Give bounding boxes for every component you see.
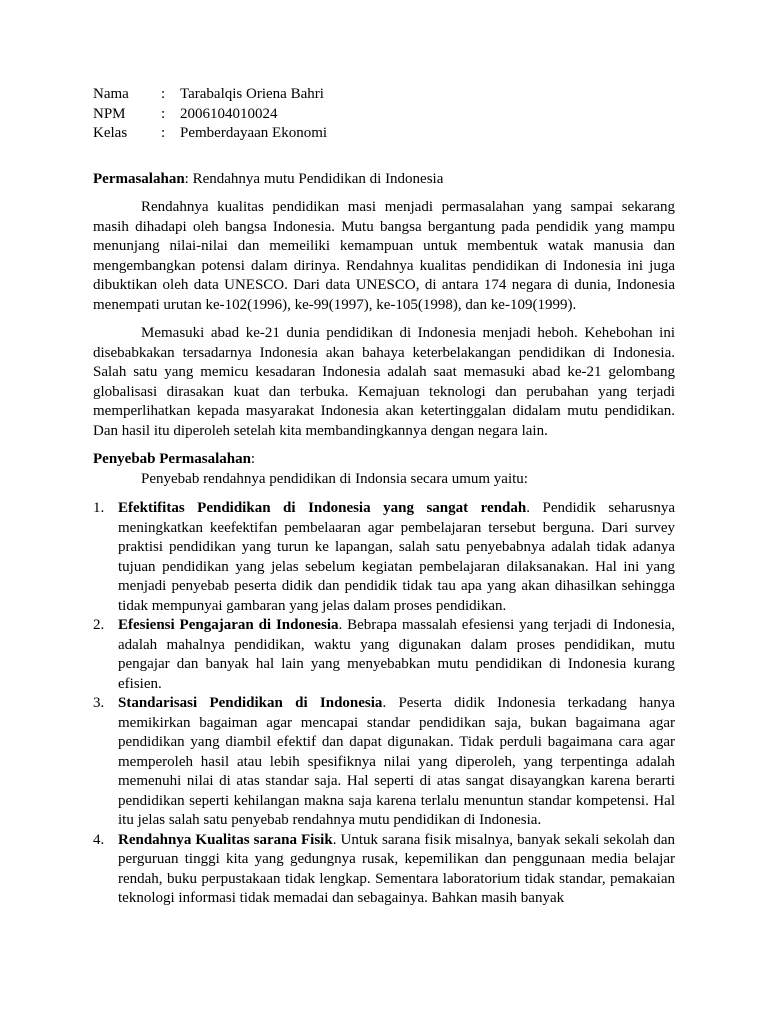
list-item-number: 4.	[93, 831, 105, 848]
npm-label: NPM	[93, 105, 126, 122]
list-item-number: 2.	[93, 617, 105, 633]
list-item-number: 3.	[93, 695, 105, 711]
causes-list	[93, 499, 675, 909]
list-item-body: . Untuk sarana fisik misalnya, banyak sekali sekolah dan perguruan tinggi kita yang gedungnya rusak, kepemilikan dan penggunaan media belajar rendah, buku perpustakaan tidak lengkap. Sementara laboratorium tidak standar, pemakaian teknologi informasi tidak memadai dan sebagainya. Bahkan masih banyak	[118, 831, 675, 906]
list-item-heading: Efektifitas Pendidikan di Indonesia yang sangat rendah	[118, 500, 527, 516]
list-item-text	[118, 616, 675, 694]
class-value: Pemberdayaan Ekonomi	[180, 125, 328, 141]
name-label: Nama	[93, 86, 129, 102]
causes-intro: Penyebab rendahnya pendidikan di Indonsia secara umum yaitu:	[141, 470, 528, 487]
class-colon: :	[161, 125, 166, 141]
list-item-body: . Peserta didik Indonesia terkadang hanya memikirkan bagaiman agar mencapai standar pendidikan saja, bukan bagaimana agar pendidikan yang diambil efektif dan dapat digunakan. Tidak perduli bagaimana cara agar memperoleh hasil atau lebih spesifiknya nilai yang diperoleh, yang terpentinga adalah memenuhi nilai di atas standar saja. Hal seperti di atas sangat disayangkan karena berarti pendidikan seperti kehilangan makna saja karena terlalu menuntun standar kompetensi. Hal itu jelas salah satu penyebab rendahnya mutu pendidikan di Indonesia.	[118, 695, 676, 828]
list-item-heading: Rendahnya Kualitas sarana Fisik	[118, 831, 333, 848]
list-item-body: . Bebrapa massalah efesiensi yang terjadi di Indonesia, adalah mahalnya pendidikan, waktu yang digunakan dalam proses pendidikan, mutu pengajar dan banyak hal lain yang menyebabkan mutu pendidikan di Indonesia kurang efisien.	[118, 617, 675, 692]
student-class-row	[93, 124, 675, 144]
name-value: Tarabalqis Oriena Bahri	[180, 86, 324, 102]
causes-title-suffix: :	[250, 451, 256, 467]
list-item-heading: Efesiensi Pengajaran di Indonesia	[118, 617, 339, 633]
problem-statement	[93, 170, 675, 190]
npm-colon: :	[161, 105, 166, 122]
causes-title: Penyebab Permasalahan	[93, 451, 251, 467]
list-item	[93, 694, 675, 831]
student-name-row	[93, 85, 675, 105]
npm-value: 2006104010024	[180, 105, 278, 122]
student-info	[93, 85, 675, 144]
class-label: Kelas	[93, 125, 128, 141]
list-item-text	[118, 694, 675, 831]
list-item-number: 1.	[93, 500, 105, 516]
causes-heading	[93, 450, 675, 470]
list-item-text	[118, 831, 675, 909]
list-item-text	[118, 499, 675, 616]
list-item-heading: Standarisasi Pendidikan di Indonesia	[118, 695, 383, 711]
list-item	[93, 499, 675, 616]
document-content	[93, 85, 675, 909]
list-item	[93, 616, 675, 694]
problem-text: : Rendahnya mutu Pendidikan di Indonesia	[184, 170, 444, 187]
paragraph-1: Rendahnya kualitas pendidikan masi menjadi permasalahan yang sampai sekarang masih dihadapi oleh bangsa Indonesia. Mutu bangsa bergantung pada pendidik yang mampu menunjang nilai-nilai dan memeiliki kemampuan untuk membentuk watak manusia dan mengembangkan potensi dalam dirinya. Rendahnya kualitas pendidikan di Indonesia ini juga dibuktikan oleh data UNESCO. Dari data UNESCO, di antara 174 negara di dunia, Indonesia menempati urutan ke-102(1996), ke-99(1997), ke-105(1998), dan ke-109(1999).	[93, 199, 675, 313]
problem-label: Permasalahan	[93, 170, 185, 187]
student-npm-row	[93, 105, 675, 125]
list-item-body: . Pendidik seharusnya meningkatkan keefektifan pembelaaran agar pembelajaran tersebut berguna. Dari survey praktisi pendidikan yang turun ke lapangan, salah satu penyebabnya adalah tidak adanya tujuan pendidikan yang jelas sebelum kegiatan pembelajaran dilaksanakan. Hal ini yang menjadi penyebab peserta didik dan pendidik tidak tau apa yang akan dihasilkan sehingga tidak mempunyai gambaran yang jelas dalam proses pendidikan.	[118, 500, 675, 614]
list-item	[93, 831, 675, 909]
paragraph-2: Memasuki abad ke-21 dunia pendidikan di Indonesia menjadi heboh. Kehebohan ini disebabkakan tersadarnya Indonesia akan bahaya keterbelakangan pendidikan di Indonesia. Salah satu yang memicu kesadaran Indonesia adalah saat memasuki abad ke-21 gelombang globalisasi dirasakan kuat dan terbuka. Kemajuan teknologi dan perubahan yang terjadi memperlihatkan kepada masyarakat Indonesia akan ketertinggalan didalam mutu pendidikan. Dan hasil itu diperoleh setelah kita membandingkannya dengan negara lain.	[93, 325, 675, 439]
name-colon: :	[161, 86, 166, 102]
